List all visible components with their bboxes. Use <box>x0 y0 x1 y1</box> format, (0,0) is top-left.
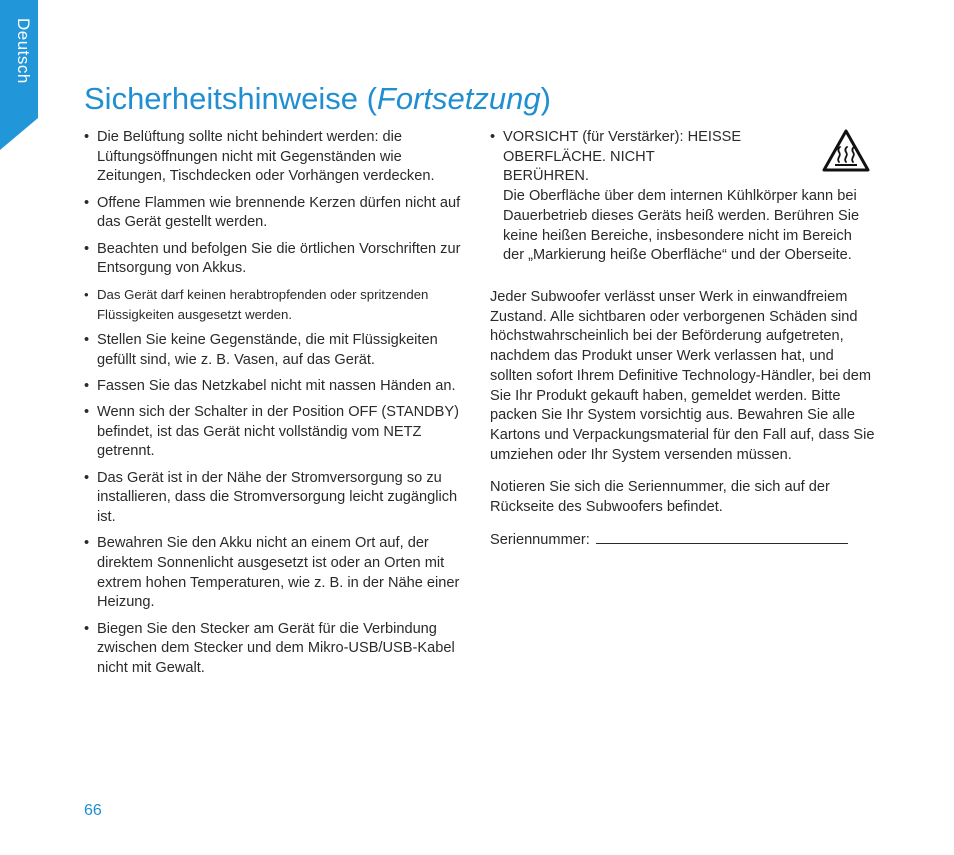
safety-bullet-liquid-objects: • Stellen Sie keine Gegenstände, die mit Flüssigkeiten gefüllt sind, wie z. B. Vasen, auf das Gerät. <box>84 331 469 370</box>
warning-body: Die Oberfläche über dem internen Kühlkörper kann bei Dauerbetrieb dieses Geräts heiß werden. Berühren Sie keine heißen Bereiche, insbesondere nicht im Bereich der „Markierung heiße Oberfläche“ und der Oberseite. <box>503 188 860 264</box>
language-tab <box>0 0 38 150</box>
hot-surface-warning-icon <box>821 128 871 174</box>
safety-bullet-standby: • Wenn sich der Schalter in der Position OFF (STANDBY) befindet, ist das Gerät nicht vollständig vom NETZ getrennt. <box>84 403 469 462</box>
safety-bullet-list <box>84 128 469 679</box>
safety-bullet-power-access: • Das Gerät ist in der Nähe der Stromversorgung so zu installieren, dass die Stromversorgung leicht zugänglich ist. <box>84 469 469 528</box>
page-title-end: ) <box>540 81 551 116</box>
transport-paragraph: Jeder Subwoofer verlässt unser Werk in einwandfreiem Zustand. Alle sichtbaren oder verborgenen Schäden sind höchstwahrscheinlich bei der Beförderung aufgetreten, nachdem das Produkt unser Werk verlassen hat, und sollten sofort Ihrem Definitive Technology-Händler, bei dem Sie Ihr Produkt gekauft haben, gemeldet werden. Bitte packen Sie Ihr System vorsichtig aus. Bewahren Sie alle Kartons und Verpackungsmaterial für den Fall auf, dass Sie umziehen oder Ihr System versenden müssen. <box>490 289 875 463</box>
language-tab-label: Deutsch <box>14 18 33 84</box>
hot-surface-warning <box>490 128 875 288</box>
safety-bullet-ventilation: • Die Belüftung sollte nicht behindert werden: die Lüftungsöffnungen nicht mit Gegenständen wie Zeitungen, Tischdecken oder Vorhängen verdecken. <box>84 128 469 187</box>
safety-bullet-battery-storage: • Bewahren Sie den Akku nicht an einem Ort auf, der direktem Sonnenlicht ausgesetzt ist oder an Orten mit extrem hohen Temperaturen, wie z. B. in der Nähe einer Heizung. <box>84 534 469 613</box>
safety-bullet-battery-disposal: • Beachten und befolgen Sie die örtlichen Vorschriften zur Entsorgung von Akkus. <box>84 240 469 279</box>
page-title <box>84 80 551 118</box>
serial-number-label: Seriennummer: <box>490 531 590 548</box>
warning-heading: VORSICHT (für Verstärker): HEISSE OBERFLÄCHE. NICHT BERÜHREN. <box>503 129 742 185</box>
page-title-italic: Fortsetzung <box>376 81 541 116</box>
safety-bullet-wet-hands: • Fassen Sie das Netzkabel nicht mit nassen Händen an. <box>84 377 469 397</box>
serial-note-paragraph: Notieren Sie sich die Seriennummer, die sich auf der Rückseite des Subwoofers befindet. <box>490 479 830 516</box>
safety-bullet-dripping-liquids: • Das Gerät darf keinen herabtropfenden oder spritzenden Flüssigkeiten ausgesetzt werden. <box>84 285 469 324</box>
right-column <box>490 128 875 550</box>
serial-number-row <box>490 531 875 551</box>
page-number: 66 <box>84 802 102 819</box>
left-column <box>84 128 469 685</box>
serial-number-blank-line <box>596 531 848 544</box>
safety-bullet-plug-bending: • Biegen Sie den Stecker am Gerät für die Verbindung zwischen dem Stecker und dem Mikro-USB/USB-Kabel nicht mit Gewalt. <box>84 620 469 679</box>
page-title-main: Sicherheitshinweise ( <box>84 81 377 116</box>
safety-bullet-open-flames: • Offene Flammen wie brennende Kerzen dürfen nicht auf das Gerät gestellt werden. <box>84 194 469 233</box>
warning-bullet: • <box>490 129 496 145</box>
